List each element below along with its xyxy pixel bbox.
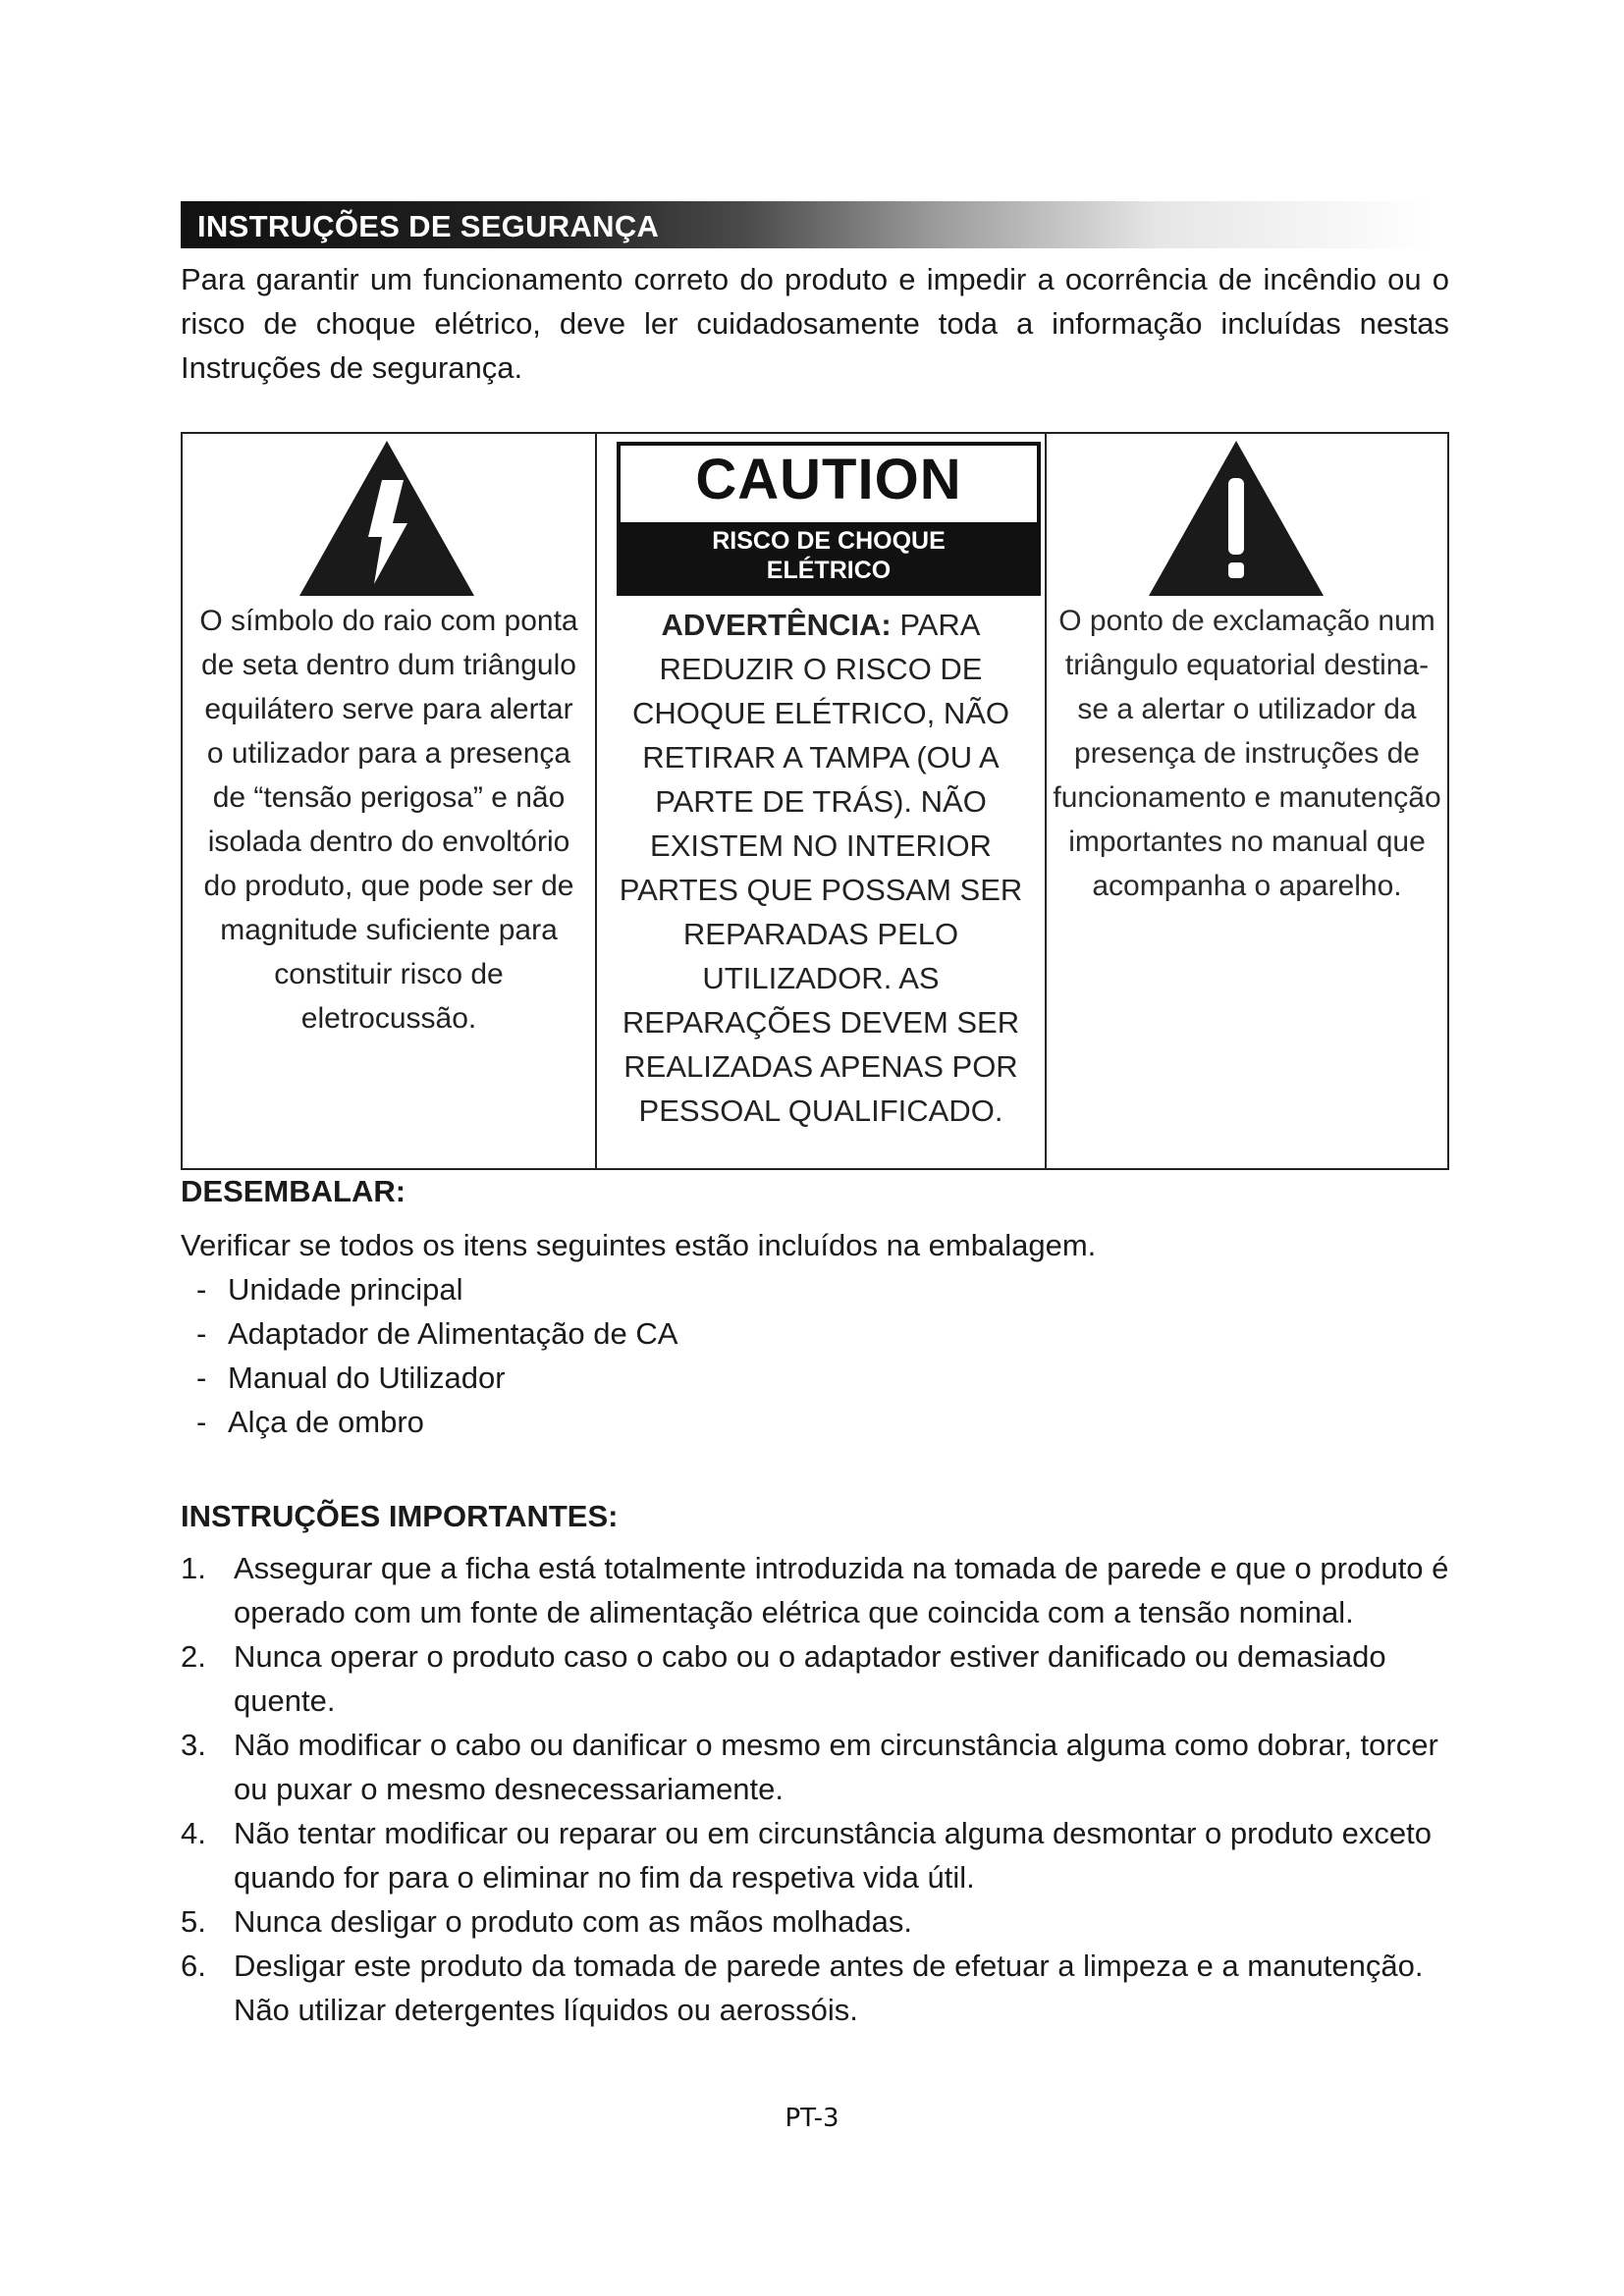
intro-paragraph: Para garantir um funcionamento correto do produto e impedir a ocorrência de incêndio ou o risco de choque elétrico, deve ler cuidadosamente toda a informação incluídas nestas Instruções de segurança.: [181, 262, 1449, 385]
lightning-symbol-description: O símbolo do raio com ponta de seta dentro dum triângulo equilátero serve para alertar o utilizador para a presença de “tensão perigosa” e não isolada dentro do envoltório do produto, que pode ser de magnitude suficiente para constituir risco de eletrocussão.: [199, 605, 578, 1035]
item-text: Assegurar que a ficha está totalmente introduzida na tomada de parede e que o produto é operado com um fonte de alimentação elétrica que coincida com a tensão nominal.: [234, 1551, 1449, 1629]
page-number: PT-3: [785, 2104, 839, 2133]
list-item: [181, 1899, 1449, 1944]
list-item: [181, 1546, 1449, 1634]
list-item: [181, 1723, 1449, 1811]
caution-word: CAUTION: [695, 448, 962, 511]
exclamation-triangle-icon: [1147, 439, 1326, 598]
section-title-banner: [181, 201, 1434, 248]
warning-body: PARA REDUZIR O RISCO DE CHOQUE ELÉTRICO, NÃO RETIRAR A TAMPA (OU A PARTE DE TRÁS). NÃO EXISTEM NO INTERIOR PARTES QUE POSSAM SER REPARADAS PELO UTILIZADOR. AS REPARAÇÕES DEVEM SER REALIZADAS APENAS POR PESSOAL QUALIFICADO.: [619, 608, 1023, 1128]
exclamation-symbol-cell: [1047, 434, 1447, 1168]
important-heading: INSTRUÇÕES IMPORTANTES:: [181, 1499, 619, 1533]
caution-cell: [597, 434, 1047, 1168]
warning-symbols-table: [181, 432, 1449, 1170]
list-item: - Adaptador de Alimentação de CA: [196, 1311, 677, 1356]
item-text: Não modificar o cabo ou danificar o mesmo em circunstância alguma como dobrar, torcer ou puxar o mesmo desnecessariamente.: [234, 1728, 1438, 1806]
list-item: [181, 1634, 1449, 1723]
lightning-symbol-cell: [183, 434, 597, 1168]
unpack-instruction: Verificar se todos os itens seguintes estão incluídos na embalagem.: [181, 1228, 1097, 1262]
caution-band: [621, 522, 1037, 596]
item-number: 4.: [181, 1816, 206, 1850]
item-text: Não tentar modificar ou reparar ou em circunstância alguma desmontar o produto exceto quando for para o eliminar no fim da respetiva vida útil.: [234, 1816, 1432, 1895]
item-number: 1.: [181, 1551, 206, 1585]
item-number: 2.: [181, 1639, 206, 1674]
item-number: 5.: [181, 1904, 206, 1939]
list-item: - Manual do Utilizador: [196, 1356, 677, 1400]
list-item: [181, 1811, 1449, 1899]
exclamation-symbol-description: O ponto de exclamação num triângulo equatorial destina-se a alertar o utilizador da presença de instruções de funcionamento e manutenção importantes no manual que acompanha o aparelho.: [1053, 605, 1441, 902]
list-item: - Alça de ombro: [196, 1400, 677, 1444]
item-text: Nunca operar o produto caso o cabo ou o adaptador estiver danificado ou demasiado quente.: [234, 1639, 1386, 1718]
important-instructions-list: [181, 1546, 1449, 2032]
unpack-heading: DESEMBALAR:: [181, 1174, 406, 1208]
list-item: - Unidade principal: [196, 1267, 677, 1311]
item-number: 6.: [181, 1949, 206, 1983]
package-contents-list: [196, 1267, 677, 1444]
item-text: Desligar este produto da tomada de parede antes de efetuar a limpeza e a manutenção. Não utilizar detergentes líquidos ou aerossóis.: [234, 1949, 1424, 2027]
list-item: [181, 1944, 1449, 2032]
caution-label: [617, 442, 1041, 596]
lightning-triangle-icon: [298, 439, 476, 598]
item-number: 3.: [181, 1728, 206, 1762]
item-text: Nunca desligar o produto com as mãos molhadas.: [234, 1904, 912, 1939]
caution-subtitle: RISCO DE CHOQUE ELÉTRICO: [712, 527, 946, 584]
section-title: INSTRUÇÕES DE SEGURANÇA: [197, 209, 660, 243]
warning-label: ADVERTÊNCIA:: [661, 608, 892, 642]
warning-text: [597, 603, 1045, 1133]
